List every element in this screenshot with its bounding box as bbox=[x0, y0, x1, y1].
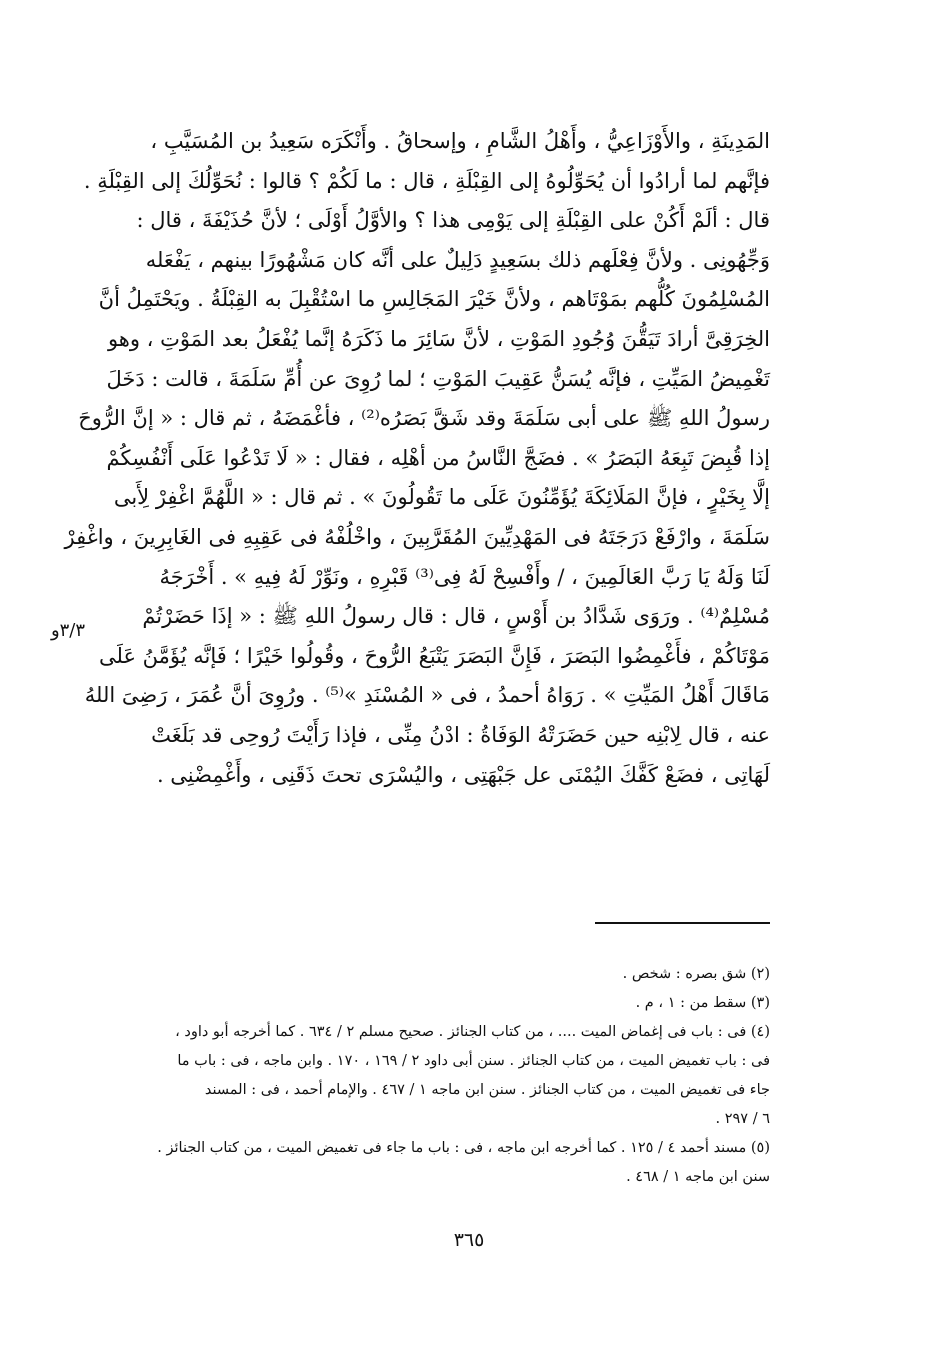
footnote-line: فى : باب تغميض الميت ، من كتاب الجنائز . سنن أبى داود ٢ / ١٦٩ ، ١٧٠ . وابن ماجه ، فى : باب ما bbox=[177, 1053, 770, 1069]
page-number: ٣٦٥ bbox=[453, 1229, 485, 1251]
text-line: إذا قُبِضَ تَبِعَهُ البَصَرُ » . فضَجَّ النَّاسُ من أهْلِه ، فقال : « لَا تَدْعُوا عَلَى أَنْفُسِكُمْ bbox=[106, 445, 770, 470]
footnotes-block bbox=[130, 960, 770, 1192]
footnote-line: (٥) مسند أحمد ٤ / ١٢٥ . كما أخرجه ابن ماجه ، فى : باب ما جاء فى تغميض الميت ، من كتاب الجنائز . bbox=[157, 1140, 770, 1156]
footnote-line: ٦ / ٢٩٧ . bbox=[715, 1111, 770, 1127]
text-line: رسولُ اللهِ ﷺ على أبى سَلَمَةَ وقد شَقَّ بَصَرُه⁽²⁾ ، فأغْمَضَهُ ، ثم قال : « إنَّ الرُّوحَ bbox=[78, 406, 770, 431]
text-line: الخِرَقِىَّ أرادَ تَيَقُّنَ وُجُودِ المَوْتِ ، لأنَّ سَائِرَ ما ذَكَرَهُ إنَّما يُفْعَلُ بعد المَوْتِ ، وهو bbox=[107, 326, 770, 351]
text-line: عنه ، قال لِابْنِه حين حَضَرَتْهُ الوَفَاةُ : ادْنُ مِنِّى ، فإذا رَأَيْتَ رُوحِى قد بَلَغَتْ bbox=[151, 722, 770, 747]
footnote-line: (٤) فى : باب فى إغماض الميت .... ، من كتاب الجنائز . صحيح مسلم ٢ / ٦٣٤ . كما أخرجه أبو داود ، bbox=[175, 1024, 770, 1040]
footnote-line: سنن ابن ماجه ١ / ٤٦٨ . bbox=[626, 1169, 770, 1185]
footnote-line: (٢) شق بصره : شخص . bbox=[622, 966, 770, 982]
footnote-line: جاء فى تغميض الميت ، من كتاب الجنائز . سنن ابن ماجه ١ / ٤٦٧ . والإمام أحمد ، فى : المسند bbox=[204, 1082, 770, 1098]
text-line: المَدِينَةِ ، والأَوْزَاعِيُّ ، وأَهْلُ الشَّامِ ، وإسحاقُ . وأَنْكَرَه سَعِيدُ بن المُسَيَّبِ ، bbox=[150, 129, 770, 153]
text-line: لَهَاتِى ، فضَعْ كَفَّكَ اليُمْنَى عل جَبْهَتِى ، واليُسْرَى تحتَ ذَقَنِى ، وأَغْمِضْنِى . bbox=[156, 762, 770, 787]
footnote-line: (٣) سقط من : ١ ، م . bbox=[635, 995, 770, 1011]
text-line: المُسْلِمُونَ كُلُّهم بمَوْتَاهم ، ولأنَّ خَيْرَ المَجَالِسِ ما اسْتُقْبِلَ به القِبْلَةُ . ويَحْتَمِلُ أنَّ bbox=[98, 287, 770, 312]
text-line: إلَّا بِخَيْرٍ ، فإنَّ المَلَائِكَةَ يُؤَمِّنُونَ عَلَى ما تَقُولُونَ » . ثم قال : « اللَّهُمَّ اغْفِرْ لِأَبى bbox=[113, 485, 770, 510]
text-line: لَنَا وَلَهُ يَا رَبَّ العَالَمِينَ ، / وأَفْسِحْ لَهُ فِى⁽³⁾ قَبْرِهِ ، ونَوِّرْ لَهُ فِيهِ » . أَخْرَجَهُ bbox=[159, 564, 770, 589]
text-line: مُسْلِمٌ⁽⁴⁾ . ورَوَى شَدَّادُ بن أَوْسٍ ، قال : قال رسولُ اللهِ ﷺ : « إذَا حَضَرْتُمْ bbox=[142, 604, 770, 629]
text-line: مَاقَالَ أَهْلُ المَيِّتِ » . رَوَاهُ أحمدُ ، فى « المُسْنَدِ »⁽⁵⁾ . ورُوِىَ أنَّ عُمَرَ ، رَضِىَ اللهُ bbox=[84, 683, 770, 708]
text-line: وَجِّهُونِى . ولأنَّ فِعْلَهم ذلك بسَعِيدٍ دَلِيلٌ على أنَّه كان مَشْهُورًا بينهم ، يَفْعَله bbox=[145, 247, 770, 272]
text-line: فإنَّهم لما أرادُوا أن يُحَوِّلُوهُ إلى القِبْلَةِ ، قال : ما لَكُمْ ؟ قالوا : نُحَوِّلُكَ إلى القِبْلَةِ . bbox=[83, 168, 770, 193]
text-line: مَوْتَاكُمْ ، فأَغْمِضُوا البَصَرَ ، فَإِنَّ البَصَرَ يَتْبَعُ الرُّوحَ ، وقُولُوا خَيْرًا ؛ فَإنَّه يُؤَمَّنُ عَلَى bbox=[98, 643, 770, 668]
text-line: تَغْمِيضُ المَيِّتِ ، فإنَّه يُسَنُّ عَقِيبَ المَوْتِ ؛ لما رُوِىَ عن أُمِّ سَلَمَةَ ، قالت : دَخَلَ bbox=[106, 366, 770, 391]
footnote-divider bbox=[595, 922, 770, 924]
margin-folio-note: ٣/٣و bbox=[50, 620, 86, 641]
text-line: سَلَمَةَ ، وارْفَعْ دَرَجَتَهُ فى المَهْدِيِّينَ المُقَرَّبِينَ ، واخْلُفْهُ فى عَقِبِهِ فى الغَابِرِينَ ، واغْفِرْ bbox=[64, 524, 770, 549]
text-line: قال : ألَمْ أَكُنْ على القِبْلَةِ إلى يَوْمِى هذا ؟ والأوَّلُ أَوْلَى ؛ لأنَّ حُذَيْفَةَ ، قال : bbox=[136, 208, 770, 233]
